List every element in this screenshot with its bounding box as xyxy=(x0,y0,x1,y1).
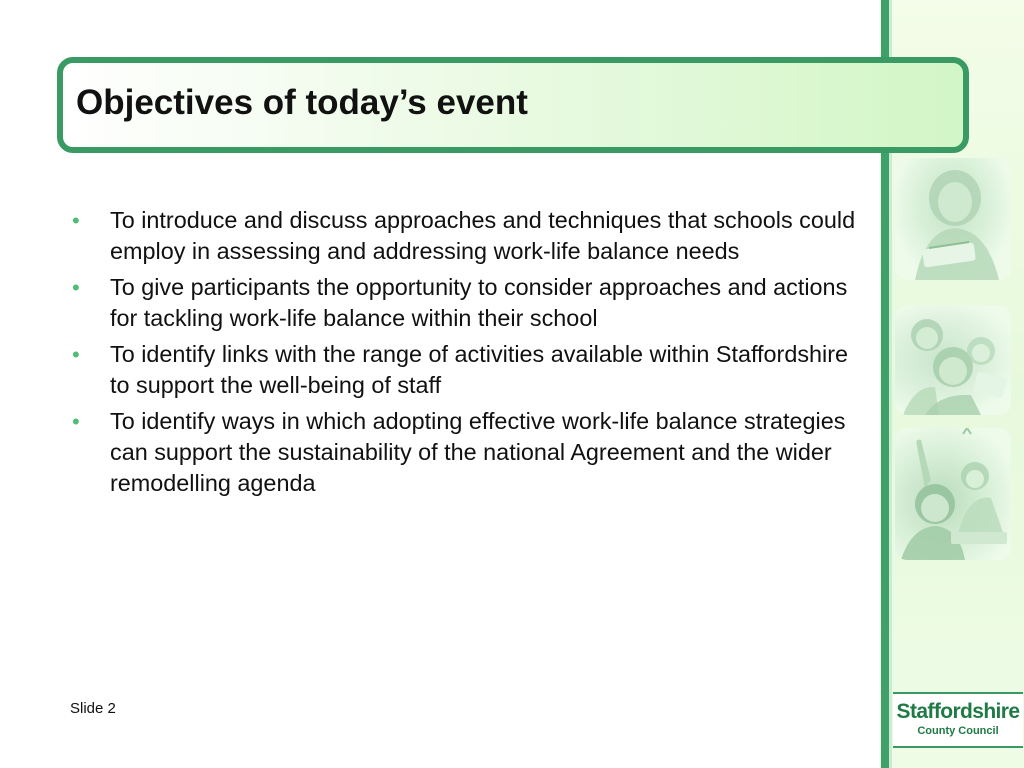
bullet-icon: • xyxy=(72,275,80,300)
bullet-text: To give participants the opportunity to consider approaches and actions for tackling work-life balance within their school xyxy=(110,274,848,331)
bullet-item xyxy=(70,272,860,334)
bullet-item xyxy=(70,205,860,267)
bullet-icon: • xyxy=(72,342,80,367)
slide-title: Objectives of today’s event xyxy=(76,83,528,122)
children-group-photo xyxy=(895,305,1011,415)
bullet-icon: • xyxy=(72,208,80,233)
staffordshire-logo xyxy=(893,692,1023,748)
bullet-item xyxy=(70,339,860,401)
bullet-item xyxy=(70,406,860,499)
logo-name: Staffordshire xyxy=(896,700,1020,723)
logo-subtitle: County Council xyxy=(917,725,999,737)
bullet-text: To introduce and discuss approaches and techniques that schools could employ in assessing and addressing work-life balance needs xyxy=(110,207,856,264)
bullet-icon: • xyxy=(72,409,80,434)
child-reading-photo xyxy=(895,158,1011,280)
bullet-text: To identify links with the range of activities available within Staffordshire to support the well-being of staff xyxy=(110,341,849,398)
slide-number: Slide 2 xyxy=(70,700,116,717)
title-box xyxy=(57,57,969,153)
bullet-list xyxy=(70,205,860,504)
bullet-text: To identify ways in which adopting effective work-life balance strategies can support the sustainability of the national Agreement and the wider remodelling agenda xyxy=(110,408,846,496)
children-cheering-photo xyxy=(895,428,1011,560)
